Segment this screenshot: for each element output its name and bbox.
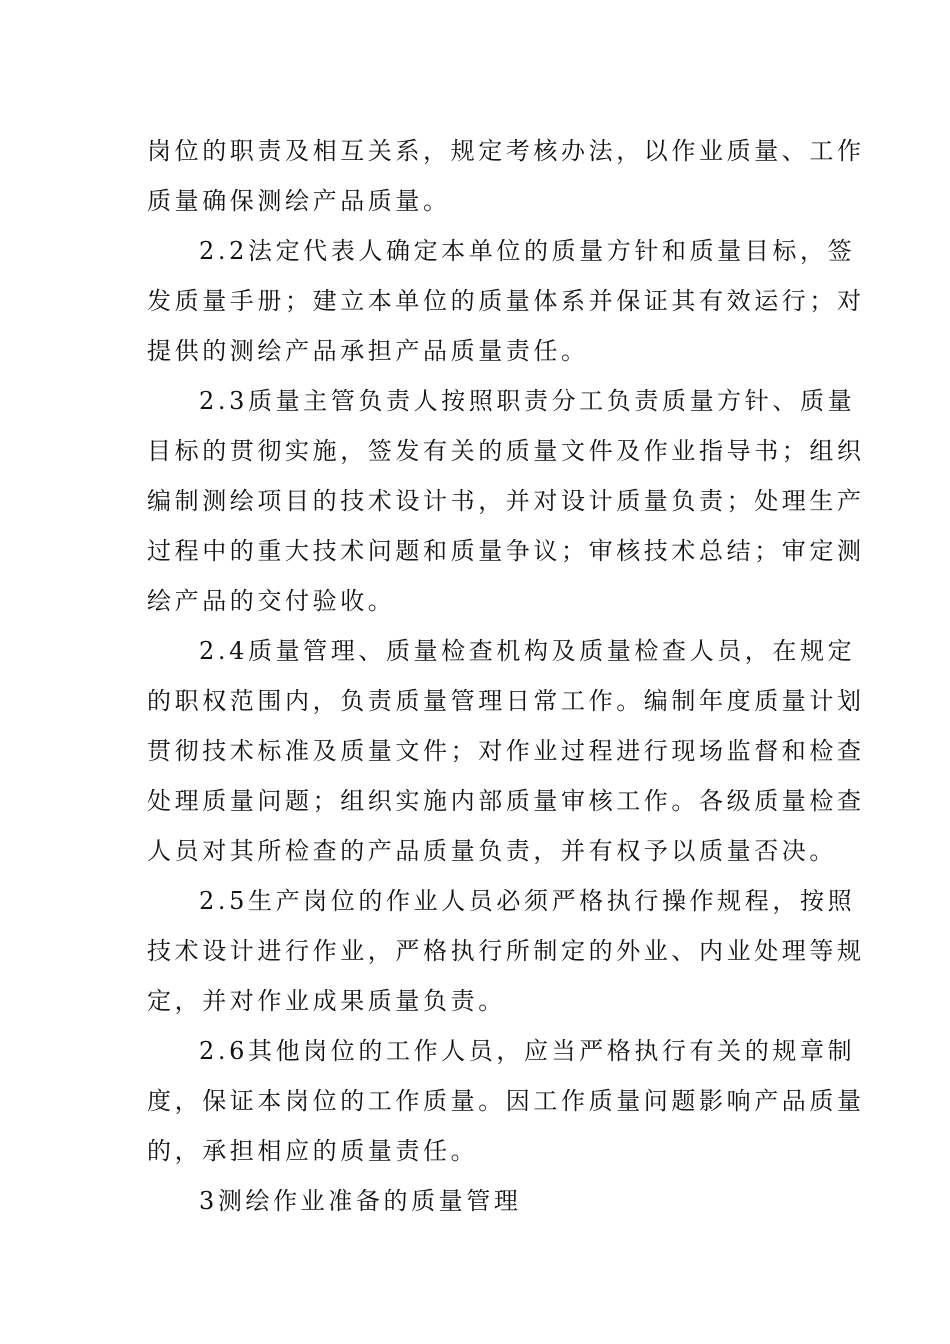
paragraph-line: 2.6其他岗位的工作人员，应当严格执行有关的规章制	[199, 1037, 856, 1065]
paragraph-line: 度，保证本岗位的工作质量。因工作质量问题影响产品质量	[147, 1087, 865, 1115]
paragraph-line: 质量确保测绘产品质量。	[147, 187, 451, 215]
paragraph-line: 2.4质量管理、质量检查机构及质量检查人员，在规定	[199, 637, 856, 665]
paragraph-line: 2.3质量主管负责人按照职责分工负责质量方针、质量	[199, 387, 856, 415]
paragraph-line: 人员对其所检查的产品质量负责，并有权予以质量否决。	[147, 837, 837, 865]
paragraph-line: 2.2法定代表人确定本单位的质量方针和质量目标，签	[199, 237, 856, 265]
paragraph-line: 提供的测绘产品承担产品质量责任。	[147, 337, 589, 365]
paragraph-line: 过程中的重大技术问题和质量争议；审核技术总结；审定测	[147, 537, 865, 565]
paragraph-line: 贯彻技术标准及质量文件；对作业过程进行现场监督和检查	[147, 737, 865, 765]
paragraph-line: 编制测绘项目的技术设计书，并对设计质量负责；处理生产	[147, 487, 865, 515]
section-heading: 3测绘作业准备的质量管理	[199, 1187, 522, 1215]
paragraph-line: 绘产品的交付验收。	[147, 587, 396, 615]
paragraph-line: 岗位的职责及相互关系，规定考核办法，以作业质量、工作	[147, 137, 865, 165]
paragraph-line: 目标的贯彻实施，签发有关的质量文件及作业指导书；组织	[147, 437, 865, 465]
paragraph-line: 发质量手册；建立本单位的质量体系并保证其有效运行；对	[147, 287, 865, 315]
paragraph-line: 定，并对作业成果质量负责。	[147, 987, 506, 1015]
paragraph-line: 处理质量问题；组织实施内部质量审核工作。各级质量检查	[147, 787, 865, 815]
paragraph-line: 的职权范围内，负责质量管理日常工作。编制年度质量计划	[147, 687, 865, 715]
paragraph-line: 2.5生产岗位的作业人员必须严格执行操作规程，按照	[199, 887, 856, 915]
paragraph-line: 的，承担相应的质量责任。	[147, 1137, 479, 1165]
paragraph-line: 技术设计进行作业，严格执行所制定的外业、内业处理等规	[147, 937, 865, 965]
